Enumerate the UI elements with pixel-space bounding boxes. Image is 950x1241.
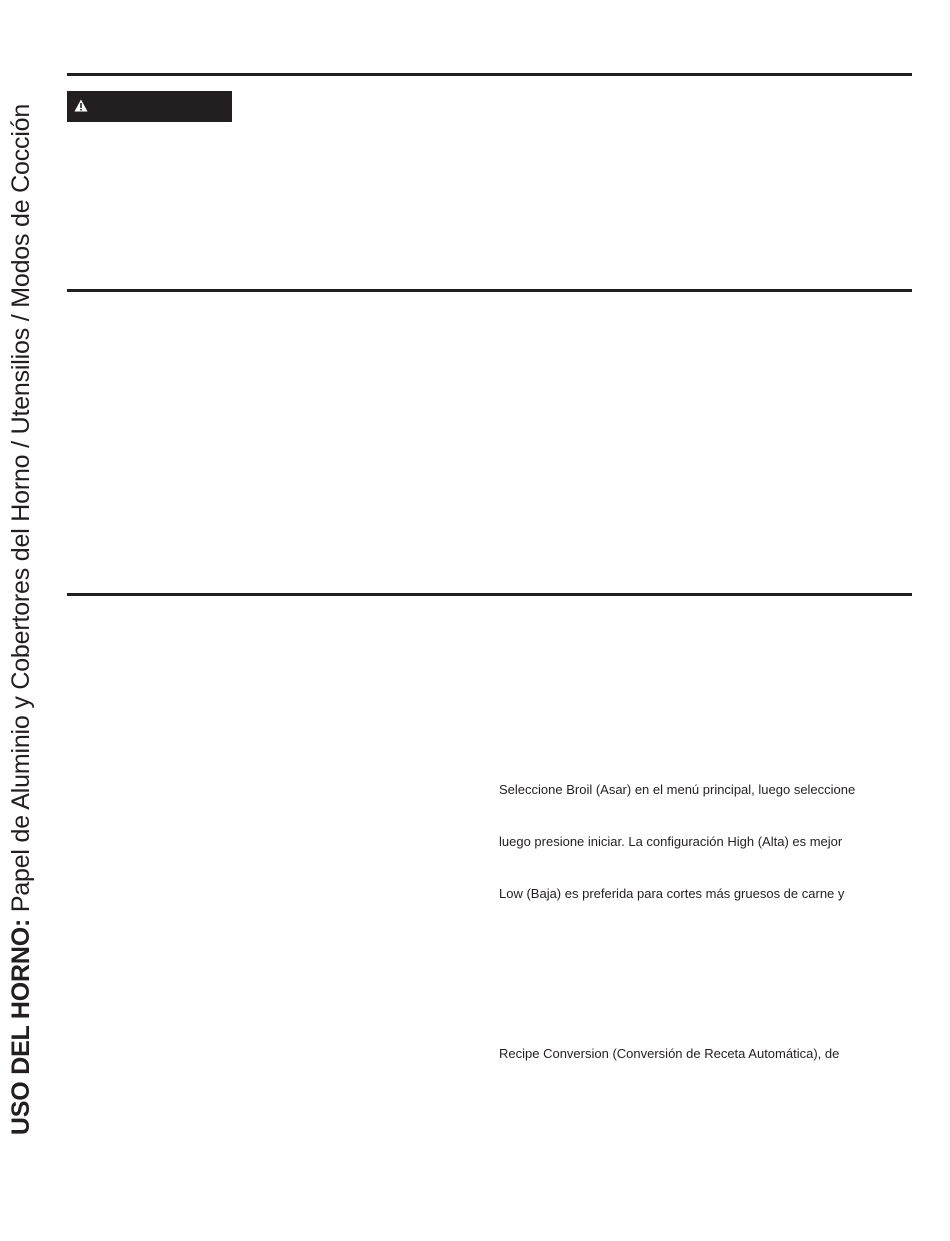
warning-triangle-icon — [74, 99, 88, 112]
side-section-title — [2, 38, 42, 1200]
broil-instruction-line-2: luego presione iniciar. La configuración High (Alta) es mejor — [499, 834, 843, 849]
section-subtitle: Papel de Aluminio y Cobertores del Horno / Utensilios / Modos de Cocción — [7, 103, 36, 919]
section-divider-top — [67, 73, 912, 76]
broil-instruction-line-3: Low (Baja) es preferida para cortes más gruesos de carne y — [499, 886, 845, 901]
warning-banner — [67, 91, 232, 122]
section-label: USO DEL HORNO: — [7, 918, 36, 1135]
recipe-conversion-line: Recipe Conversion (Conversión de Receta Automática), de — [499, 1046, 840, 1061]
section-divider-middle — [67, 289, 912, 292]
section-divider-bottom — [67, 593, 912, 596]
broil-instruction-line-1: Seleccione Broil (Asar) en el menú principal, luego seleccione — [499, 782, 856, 797]
